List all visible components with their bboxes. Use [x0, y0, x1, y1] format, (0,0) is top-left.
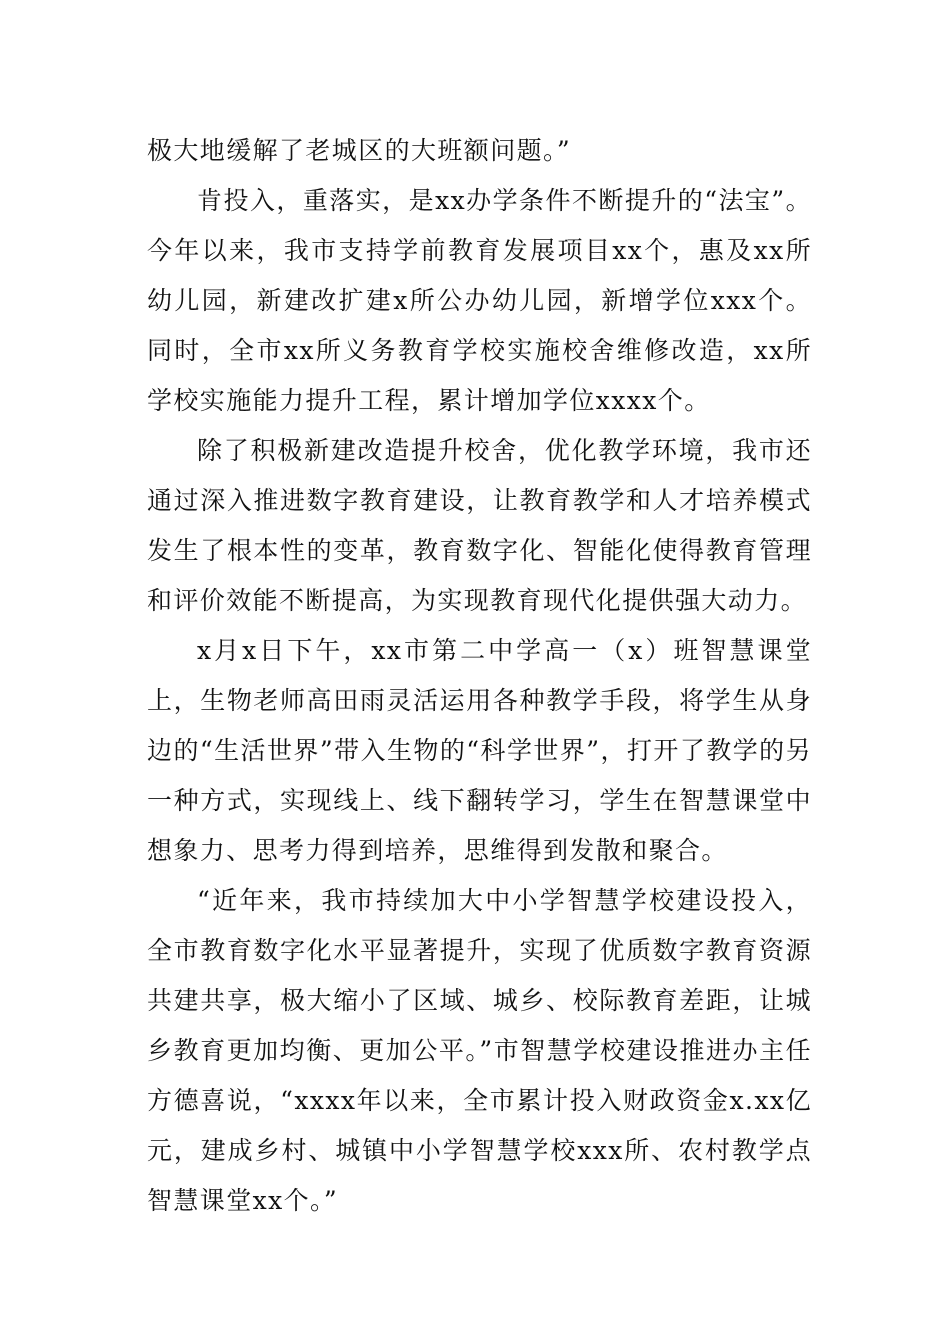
- paragraph-1: 极大地缓解了老城区的大班额问题。”: [147, 136, 572, 165]
- paragraph-2: 肯投入，重落实，是xx办学条件不断提升的“法宝”。今年以来，我市支持学前教育发展项目xx个，惠及xx所幼儿园，新建改扩建x所公办幼儿园，新增学位xxx个。同时，全市xx所义务教育学校实施校舍维修改造，xx所学校实施能力提升工程，累计增加学位xxxx个。: [147, 186, 812, 415]
- paragraph-4: x月x日下午，xx市第二中学高一（x）班智慧课堂上，生物老师高田雨灵活运用各种教学手段，将学生从身边的“生活世界”带入生物的“科学世界”，打开了教学的另一种方式，实现线上、线下翻转学习，学生在智慧课堂中想象力、思考力得到培养，思维得到发散和聚合。: [147, 636, 812, 865]
- paragraph-3: 除了积极新建改造提升校舍，优化教学环境，我市还通过深入推进数字教育建设，让教育教学和人才培养模式发生了根本性的变革，教育数字化、智能化使得教育管理和评价效能不断提高，为实现教育现代化提供强大动力。: [147, 436, 812, 615]
- document-body: [147, 126, 812, 1226]
- paragraph-5: “近年来，我市持续加大中小学智慧学校建设投入，全市教育数字化水平显著提升，实现了优质数字教育资源共建共享，极大缩小了区域、城乡、校际教育差距，让城乡教育更加均衡、更加公平。”市智慧学校建设推进办主任方德喜说，“xxxx年以来，全市累计投入财政资金x.xx亿元，建成乡村、城镇中小学智慧学校xxx所、农村教学点智慧课堂xx个。”: [147, 886, 812, 1215]
